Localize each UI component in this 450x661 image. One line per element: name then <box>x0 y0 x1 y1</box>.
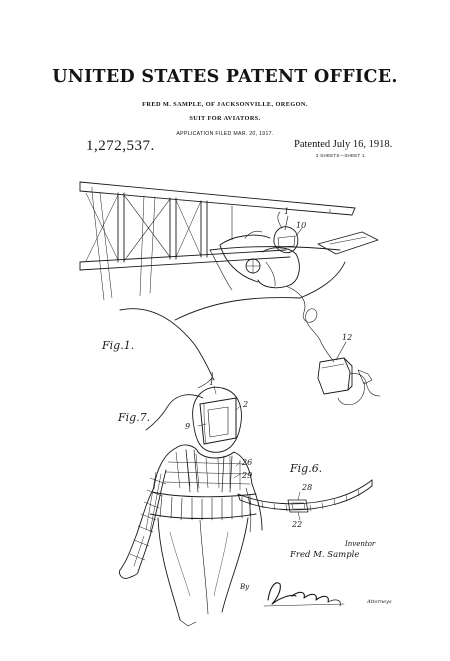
ref-numeral-9: 9 <box>185 422 191 431</box>
ref-numeral-12: 12 <box>342 333 353 342</box>
inventor-caption: Inventor <box>345 540 376 548</box>
ref-numeral-1-helmet: 1 <box>209 378 215 387</box>
ref-numeral-29: 29 <box>242 471 253 480</box>
ref-numeral-10: 10 <box>296 221 307 230</box>
sheets-label: 2 SHEETS—SHEET 1. <box>316 153 367 158</box>
invention-title: SUIT FOR AVIATORS. <box>189 115 261 122</box>
ref-numeral-22: 22 <box>292 520 303 529</box>
figure-7-label: Fig.7. <box>118 411 151 424</box>
ref-numeral-26: 26 <box>242 458 253 467</box>
office-title: UNITED STATES PATENT OFFICE. <box>52 67 398 87</box>
inventor-signature: Fred M. Sample <box>290 550 360 560</box>
figure-6-label: Fig.6. <box>290 462 323 475</box>
ref-numeral-2: 2 <box>243 400 249 409</box>
ref-numeral-28-fig6: 28 <box>302 483 313 492</box>
patent-number: 1,272,537. <box>86 138 155 154</box>
figure-1-biplane <box>80 182 380 405</box>
figure-1-label: Fig.1. <box>102 339 135 352</box>
attorney-by: By <box>240 583 250 591</box>
patented-date: Patented July 16, 1918. <box>294 139 393 150</box>
application-filed: APPLICATION FILED MAR. 20, 1917. <box>176 131 274 137</box>
inventor-line: FRED M. SAMPLE, OF JACKSONVILLE, OREGON. <box>142 101 308 108</box>
attorneys-caption: Attorneys <box>367 599 392 605</box>
ref-numeral-1-biplane: 1 <box>284 207 290 216</box>
